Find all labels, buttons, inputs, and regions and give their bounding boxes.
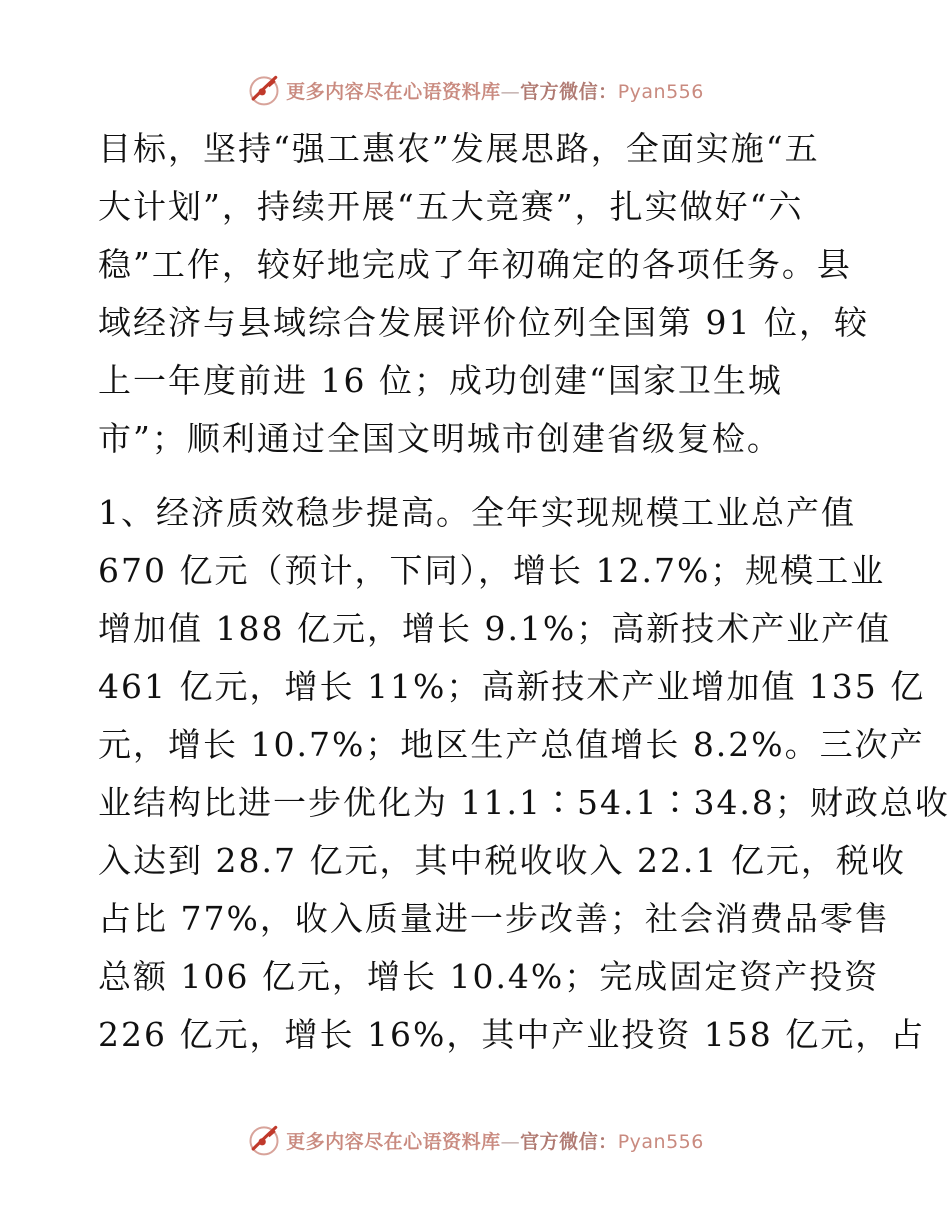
footer-wechat-label: 官方微信： — [520, 1130, 618, 1153]
header-banner — [0, 70, 950, 110]
text-line: 稳”工作，较好地完成了年初确定的各项任务。县 — [98, 245, 852, 284]
footer-promo-main: 更多内容尽在心语资料库 — [286, 1130, 501, 1153]
header-promo-text — [286, 77, 704, 104]
text-line: 市”；顺利通过全国文明城市创建省级复检。 — [98, 419, 782, 458]
footer-banner — [0, 1120, 950, 1160]
text-line: 元，增长 10.7%；地区生产总值增长 8.2%。三次产 — [98, 725, 925, 764]
text-line: 总额 106 亿元，增长 10.4%；完成固定资产投资 — [98, 957, 880, 996]
footer-promo-dash: — — [500, 1130, 521, 1153]
header-wechat-id: Pyan556 — [617, 80, 704, 103]
footer-promo-text — [286, 1127, 704, 1154]
text-line: 增加值 188 亿元，增长 9.1%；高新技术产业产值 — [98, 609, 892, 648]
text-line: 业结构比进一步优化为 11.1∶54.1∶34.8；财政总收 — [98, 783, 950, 822]
footer-wechat-id: Pyan556 — [617, 1130, 704, 1153]
header-promo-dash: — — [500, 80, 521, 103]
document-body — [98, 120, 950, 1064]
header-promo-main: 更多内容尽在心语资料库 — [286, 80, 501, 103]
text-line: 占比 77%，收入质量进一步改善；社会消费品零售 — [98, 899, 890, 938]
text-line: 1、经济质效稳步提高。全年实现规模工业总产值 — [98, 493, 856, 532]
text-line: 226 亿元，增长 16%，其中产业投资 158 亿元，占 — [98, 1015, 926, 1054]
header-wechat-label: 官方微信： — [520, 80, 618, 103]
text-line: 目标，坚持“强工惠农”发展思路，全面实施“五 — [98, 129, 820, 168]
paragraph-2 — [98, 484, 950, 1064]
paragraph-1 — [98, 120, 868, 468]
text-line: 入达到 28.7 亿元，其中税收收入 22.1 亿元，税收 — [98, 841, 906, 880]
brush-pen-logo-icon — [246, 72, 282, 108]
brush-pen-logo-icon — [246, 1122, 282, 1158]
text-line: 域经济与县域综合发展评价位列全国第 91 位，较 — [98, 303, 869, 342]
text-line: 670 亿元（预计，下同），增长 12.7%；规模工业 — [98, 551, 886, 590]
text-line: 上一年度前进 16 位；成功创建“国家卫生城 — [98, 361, 783, 400]
text-line: 461 亿元，增长 11%；高新技术产业增加值 135 亿 — [98, 667, 926, 706]
text-line: 大计划”，持续开展“五大竞赛”，扎实做好“六 — [98, 187, 804, 226]
paragraph-gap — [98, 468, 868, 484]
